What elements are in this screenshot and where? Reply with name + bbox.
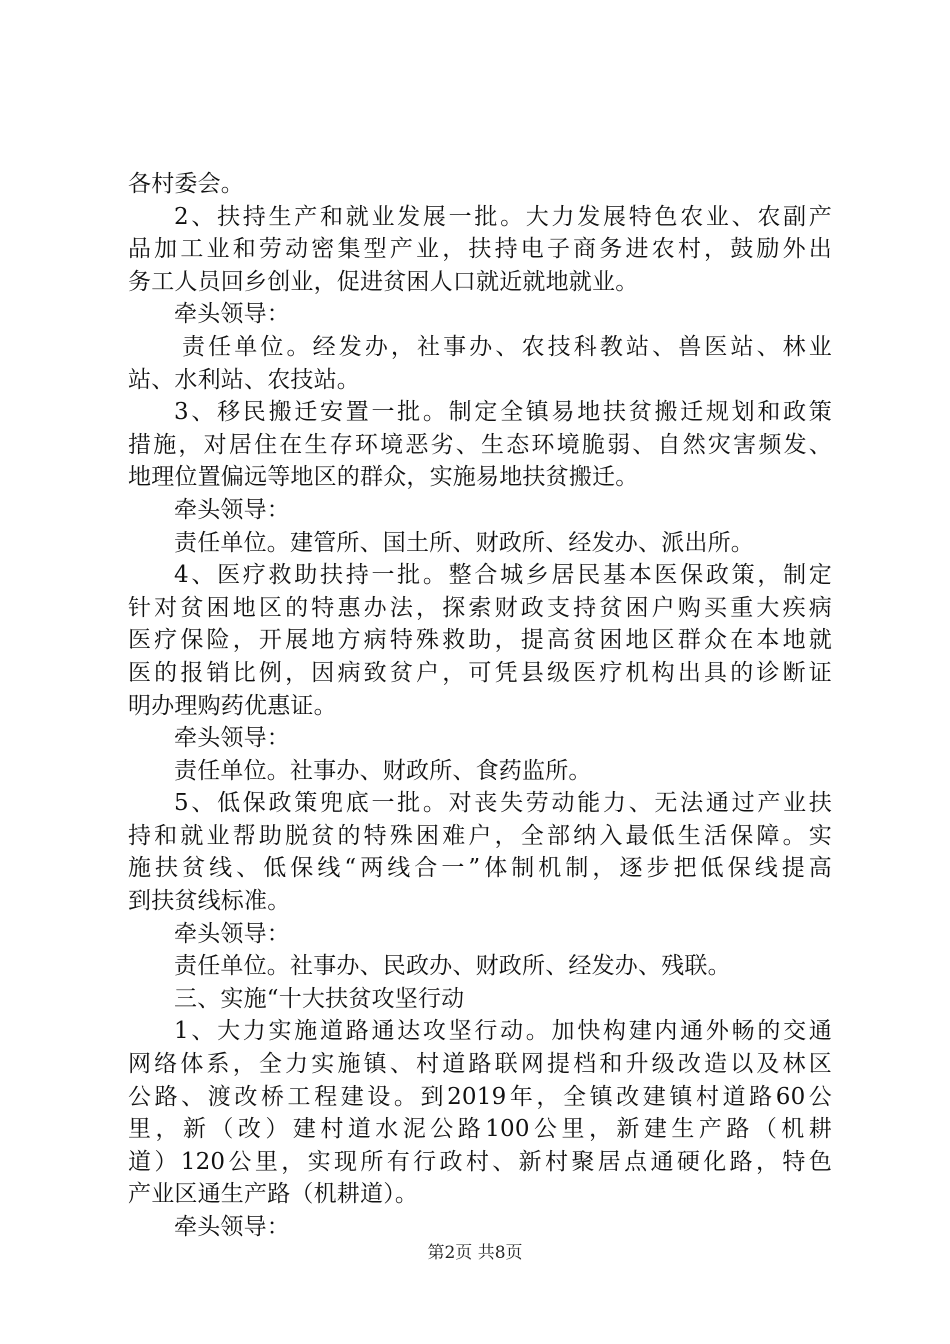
text-line: 三、实施“十大扶贫攻坚行动 [174,985,465,1012]
text-line: 4、医疗救助扶持一批。整合城乡居民基本医保政策，制定 [174,562,832,589]
text-line: 5、低保政策兜底一批。对丧失劳动能力、无法通过产业扶 [174,790,832,817]
page-footer: 第2页 共8页 [427,1243,523,1263]
text-line: 品加工业和劳动密集型产业，扶持电子商务进农村，鼓励外出 [128,236,832,263]
text-line: 责任单位。社事办、财政所、食药监所。 [174,757,592,784]
text-line: 牵头领导： [174,920,290,947]
text-line: 责任单位。经发办，社事办、农技科教站、兽医站、林业 [182,333,832,360]
document-body [128,168,832,1244]
text-line: 道）120公里，实现所有行政村、新村聚居点通硬化路，特色 [128,1148,832,1175]
text-line: 到扶贫线标准。 [128,888,291,915]
text-line: 各村委会。 [128,171,244,197]
text-line: 务工人员回乡创业，促进贫困人口就近就地就业。 [128,268,639,295]
text-line: 牵头领导： [174,301,290,328]
text-line: 站、水利站、农技站。 [128,366,360,393]
text-line: 3、移民搬迁安置一批。制定全镇易地扶贫搬迁规划和政策 [174,399,832,426]
text-line: 牵头领导： [174,496,290,523]
text-line: 里，新（改）建村道水泥公路100公里，新建生产路（机耕 [128,1116,832,1143]
text-line: 医的报销比例，因病致贫户，可凭县级医疗机构出具的诊断证 [128,659,832,686]
text-line: 公路、渡改桥工程建设。到2019年，全镇改建镇村道路60公 [128,1083,832,1110]
text-line: 产业区通生产路（机耕道）。 [128,1181,419,1208]
text-line: 地理位置偏远等地区的群众，实施易地扶贫搬迁。 [128,464,639,491]
text-line: 责任单位。建管所、国土所、财政所、经发办、派出所。 [174,529,754,556]
text-line: 1、大力实施道路通达攻坚行动。加快构建内通外畅的交通 [174,1018,832,1045]
text-line: 措施，对居住在生存环境恶劣、生态环境脆弱、自然灾害频发、 [128,431,832,458]
text-line: 牵头领导： [174,725,290,752]
text-line: 责任单位。社事办、民政办、财政所、经发办、残联。 [174,953,731,980]
text-line: 明办理购药优惠证。 [128,692,337,719]
text-line: 医疗保险，开展地方病特殊救助，提高贫困地区群众在本地就 [128,627,832,654]
text-line: 牵头领导： [174,1214,290,1240]
text-line: 针对贫困地区的特惠办法，探索财政支持贫困户购买重大疾病 [128,594,832,621]
text-line: 2、扶持生产和就业发展一批。大力发展特色农业、农副产 [174,203,832,230]
text-line: 网络体系，全力实施镇、村道路联网提档和升级改造以及林区 [128,1051,832,1078]
text-line: 持和就业帮助脱贫的特殊困难户，全部纳入最低生活保障。实 [128,822,832,849]
text-line: 施扶贫线、低保线“两线合一”体制机制，逐步把低保线提高 [128,855,832,882]
